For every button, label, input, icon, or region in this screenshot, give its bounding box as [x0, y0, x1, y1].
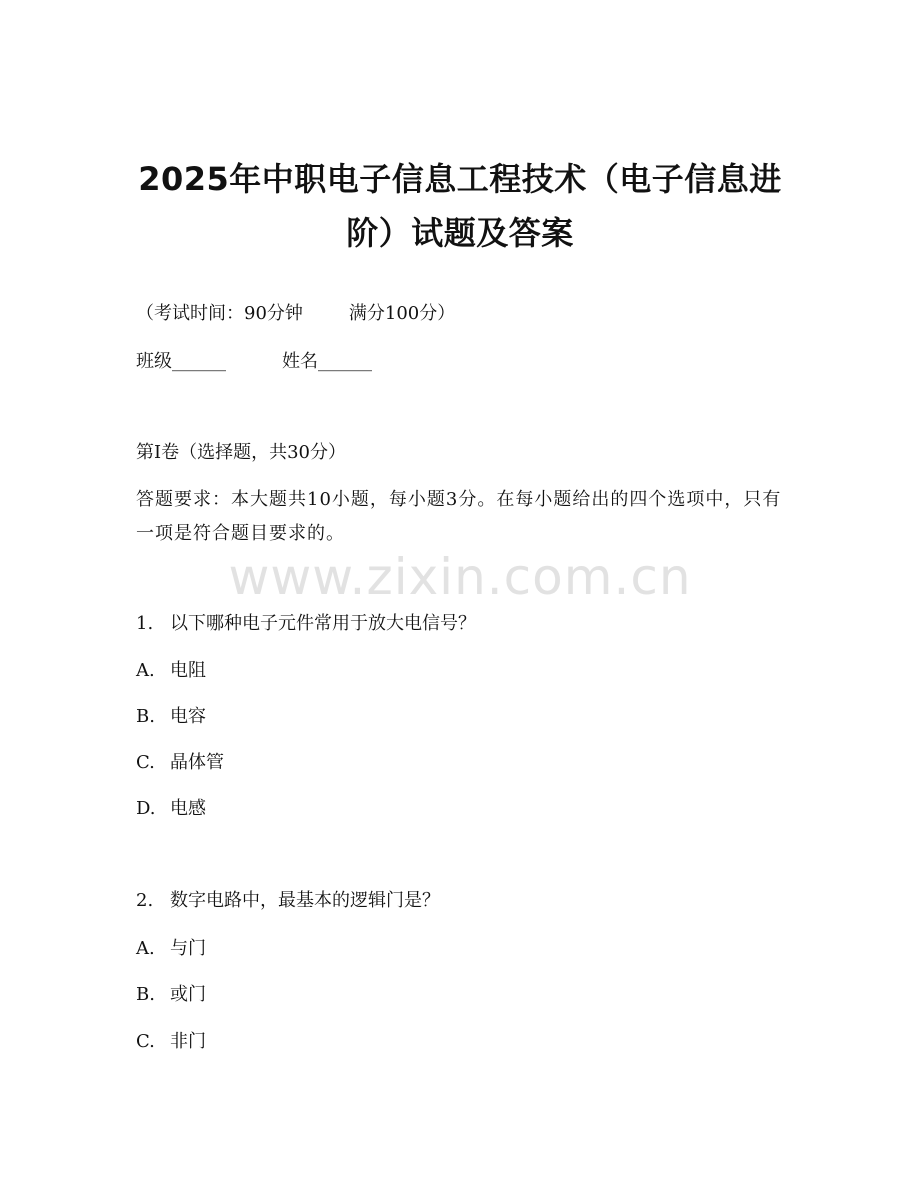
question-text: 以下哪种电子元件常用于放大电信号？	[170, 613, 476, 634]
question-number: 1.	[136, 613, 154, 634]
option-letter: C.	[136, 1031, 155, 1052]
full-score: 满分100分）	[348, 303, 456, 324]
option-letter: B.	[136, 984, 155, 1005]
option-text: 与门	[170, 938, 206, 959]
option-1a	[136, 659, 206, 683]
name-field: 姓名______	[282, 351, 372, 372]
option-text: 电容	[170, 706, 206, 727]
option-2b	[136, 983, 206, 1007]
option-1b	[136, 705, 206, 729]
option-1c	[136, 751, 224, 775]
option-text: 非门	[170, 1031, 206, 1052]
question-2	[136, 889, 440, 913]
instructions: 答题要求：本大题共10小题，每小题3分。在每小题给出的四个选项中，只有一项是符合题目要求的。	[136, 489, 782, 544]
option-2a	[136, 937, 206, 961]
option-text: 电阻	[170, 660, 206, 681]
option-letter: D.	[136, 798, 156, 819]
option-2c	[136, 1030, 206, 1054]
title-line-2: 阶）试题及答案	[346, 214, 574, 252]
option-text: 晶体管	[170, 752, 224, 773]
option-letter: A.	[136, 938, 155, 959]
exam-time: （考试时间：90分钟	[136, 303, 303, 324]
option-1d	[136, 797, 206, 821]
student-info	[136, 350, 372, 374]
document-title	[100, 152, 820, 260]
title-line-1: 2025年中职电子信息工程技术（电子信息进	[138, 160, 782, 198]
question-1	[136, 612, 476, 636]
watermark: www.zixin.com.cn	[228, 548, 692, 606]
option-letter: B.	[136, 706, 155, 727]
question-text: 数字电路中，最基本的逻辑门是？	[170, 890, 440, 911]
option-text: 电感	[170, 798, 206, 819]
option-text: 或门	[170, 984, 206, 1005]
option-letter: A.	[136, 660, 155, 681]
option-letter: C.	[136, 752, 155, 773]
class-field: 班级______	[136, 351, 226, 372]
question-number: 2.	[136, 890, 154, 911]
section-heading: 第I卷（选择题，共30分）	[136, 442, 347, 463]
exam-info	[136, 302, 455, 326]
